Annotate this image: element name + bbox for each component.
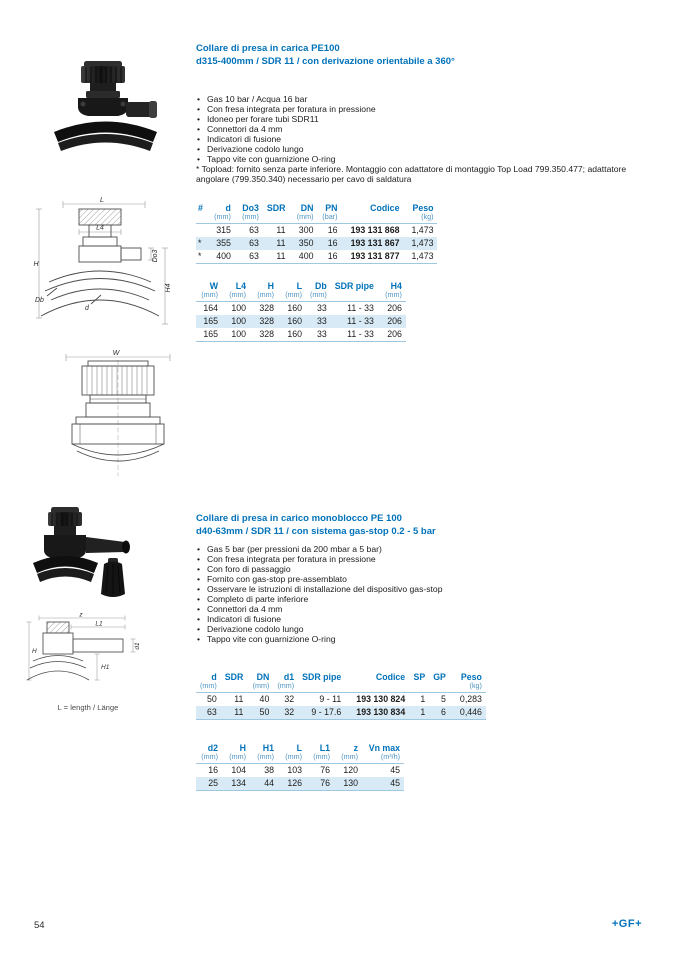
table-cell: 16 xyxy=(327,225,338,236)
column-header: H (mm) xyxy=(222,743,250,763)
table-cell: 193 131 868 xyxy=(350,225,400,236)
column-header: d2 (mm) xyxy=(196,743,222,763)
table-cell: 32 xyxy=(284,694,295,705)
dim-label-W: W xyxy=(112,350,120,357)
table-cell: 400 xyxy=(298,251,314,262)
column-header: DN (mm) xyxy=(289,203,317,223)
feature-list-1 xyxy=(196,95,641,165)
column-header: PN (bar) xyxy=(317,203,341,223)
dim-label-H: H xyxy=(33,261,39,268)
bullet-item: • Gas 10 bar / Acqua 16 bar xyxy=(196,95,641,104)
table-cell: 328 xyxy=(259,303,274,314)
dim-label-L4: L4 xyxy=(96,224,104,232)
column-header: Peso (kg) xyxy=(450,672,486,692)
product-subtitle: d315-400mm / SDR 11 / con derivazione orientabile a 360° xyxy=(196,55,455,67)
table-cell: 40 xyxy=(259,694,270,705)
table-cell: 6 xyxy=(441,707,446,718)
column-header: # xyxy=(196,203,207,223)
table-cell: 50 xyxy=(259,707,270,718)
dim-label-L1: L1 xyxy=(95,620,103,628)
table-row xyxy=(196,301,406,315)
table-cell: 11 xyxy=(234,707,244,718)
monoblocco-drawing xyxy=(25,612,145,702)
bullet-item: • Osservare le istruzioni di installazione del dispositivo gas-stop xyxy=(196,585,641,594)
column-header: W (mm) xyxy=(196,281,222,301)
table-cell: 33 xyxy=(316,329,327,340)
table-cell: 100 xyxy=(231,303,246,314)
section2-header xyxy=(196,513,641,539)
page-number: 54 xyxy=(34,920,45,931)
table-cell: 33 xyxy=(316,303,327,314)
section1-header xyxy=(196,43,641,69)
table-cell: 1 xyxy=(420,694,426,705)
topload-note: * Topload: fornito senza parte inferiore. Montaggio con adattatore di montaggio Top Load 799.350.477; adattatore angolare (799.350.340) necessario per cavo di saldatura xyxy=(196,164,627,185)
table-cell: 193 131 867 xyxy=(350,238,400,249)
table-cell: 32 xyxy=(284,707,295,718)
header-row xyxy=(196,672,486,692)
technical-drawing-side-view xyxy=(33,196,173,351)
table-cell: 11 - 33 xyxy=(347,329,374,340)
front-view-drawing xyxy=(58,350,178,478)
column-header: SDR pipe xyxy=(331,281,378,301)
column-header: d (mm) xyxy=(196,672,221,692)
column-header: H1 (mm) xyxy=(250,743,278,763)
product-subtitle: d40-63mm / SDR 11 / con sistema gas-stop 0.2 - 5 bar xyxy=(196,525,436,537)
table-ordering-2 xyxy=(196,672,486,720)
table-cell: * xyxy=(198,238,202,249)
table-cell: 315 xyxy=(216,225,231,236)
table-cell: 206 xyxy=(387,316,402,327)
table-cell: 76 xyxy=(320,778,330,789)
table-cell: 160 xyxy=(287,303,302,314)
bullet-item: • Completo di parte inferiore xyxy=(196,595,641,604)
dim-label-d1: d1 xyxy=(134,642,141,650)
table-cell: 11 - 33 xyxy=(347,316,374,327)
table-cell: 165 xyxy=(203,316,218,327)
table-cell: 193 131 877 xyxy=(350,251,400,262)
table-cell: 63 xyxy=(206,707,217,718)
column-header: DN (mm) xyxy=(247,672,273,692)
bullet-item: • Con fresa integrata per foratura in pressione xyxy=(196,555,641,564)
bullet-item: • Derivazione codolo lungo xyxy=(196,625,641,634)
table-cell: 193 130 824 xyxy=(356,694,406,705)
table-cell: 1,473 xyxy=(411,238,434,249)
table-row xyxy=(196,706,486,720)
feature-list-2 xyxy=(196,545,641,645)
product-title: Collare di presa in carica PE100 xyxy=(196,43,340,54)
header-row xyxy=(196,743,404,763)
tapping-saddle-photo xyxy=(50,60,165,160)
table-cell: 44 xyxy=(264,778,274,789)
column-header: Do3 (mm) xyxy=(235,203,263,223)
table-row xyxy=(196,250,437,264)
table-cell: 63 xyxy=(249,225,259,236)
table-cell: 76 xyxy=(320,765,330,776)
product-title: Collare di presa in carico monoblocco PE 100 xyxy=(196,513,402,524)
drawing-caption: L = length / Länge xyxy=(57,703,119,712)
table-cell: 103 xyxy=(287,765,302,776)
table-cell: 5 xyxy=(441,694,446,705)
table-row xyxy=(196,763,404,777)
table-cell: 63 xyxy=(249,238,259,249)
column-header: Peso (kg) xyxy=(403,203,437,223)
bullet-item: • Tappo vite con guarnizione O-ring xyxy=(196,635,641,644)
table-cell: 38 xyxy=(264,765,274,776)
table-cell: 193 130 834 xyxy=(356,707,406,718)
table-cell: 16 xyxy=(208,765,218,776)
table-cell: 50 xyxy=(206,694,217,705)
table-row xyxy=(196,315,406,328)
column-header: z (mm) xyxy=(334,743,362,763)
table-cell: 120 xyxy=(343,765,358,776)
column-header: d1 (mm) xyxy=(273,672,298,692)
bullet-item: • Con fresa integrata per foratura in pressione xyxy=(196,105,641,114)
column-header: SP xyxy=(409,672,429,692)
bullet-item: • Fornito con gas-stop pre-assemblato xyxy=(196,575,641,584)
table-cell: 328 xyxy=(259,316,274,327)
table-dimensions-1 xyxy=(196,281,406,342)
table-cell: 400 xyxy=(216,251,231,262)
table-cell: 130 xyxy=(343,778,358,789)
table-cell: 11 - 33 xyxy=(347,303,374,314)
column-header: L (mm) xyxy=(278,281,306,301)
dim-label-Db: Db xyxy=(35,297,44,304)
monoblocco-photo xyxy=(28,506,143,608)
side-view-drawing xyxy=(33,196,173,346)
bullet-item: • Con foro di passaggio xyxy=(196,565,641,574)
table-ordering-1 xyxy=(196,203,437,264)
table-cell xyxy=(196,223,207,237)
column-header: Codice xyxy=(345,672,409,692)
dim-label-z: z xyxy=(79,612,83,619)
bullet-item: • Indicatori di fusione xyxy=(196,135,641,144)
table-row xyxy=(196,777,404,791)
column-header: L (mm) xyxy=(278,743,306,763)
table-cell: 126 xyxy=(287,778,302,789)
table-cell: 11 xyxy=(234,694,244,705)
table-cell: 45 xyxy=(390,765,400,776)
table-cell: 300 xyxy=(298,225,314,236)
table-cell: 16 xyxy=(327,251,338,262)
column-header: d (mm) xyxy=(207,203,235,223)
column-header: SDR xyxy=(221,672,248,692)
product-photo-monoblocco xyxy=(28,506,143,613)
header-row xyxy=(196,203,437,223)
bullet-item: • Connettori da 4 mm xyxy=(196,605,641,614)
table-cell: 100 xyxy=(231,316,246,327)
table-cell: 11 xyxy=(276,225,286,236)
bullet-item: • Tappo vite con guarnizione O-ring xyxy=(196,155,641,164)
column-header: SDR xyxy=(263,203,290,223)
gf-logo: +GF+ xyxy=(611,918,642,930)
table-cell: 165 xyxy=(203,329,218,340)
table-row xyxy=(196,237,437,250)
table-row xyxy=(196,692,486,706)
table-row xyxy=(196,223,437,237)
table-cell: 164 xyxy=(203,303,218,314)
table-cell: 206 xyxy=(387,329,402,340)
dim-label-L: L xyxy=(100,197,104,204)
header-row xyxy=(196,281,406,301)
table-cell: 1,473 xyxy=(411,225,434,236)
column-header: Vn max (m³/h) xyxy=(362,743,404,763)
table-cell: 206 xyxy=(387,303,402,314)
technical-drawing-monoblocco xyxy=(25,612,145,707)
bullet-item: • Indicatori di fusione xyxy=(196,615,641,624)
column-header: GP xyxy=(429,672,450,692)
table-cell: 16 xyxy=(327,238,338,249)
column-header: L4 (mm) xyxy=(222,281,250,301)
table-cell: 355 xyxy=(216,238,231,249)
table-cell: 0,446 xyxy=(459,707,482,718)
table-row xyxy=(196,328,406,342)
dim-label-H4: H4 xyxy=(165,283,172,293)
column-header: H (mm) xyxy=(250,281,278,301)
dim-label-Do3: Do3 xyxy=(152,249,159,263)
column-header: Db (mm) xyxy=(306,281,331,301)
table-cell: 63 xyxy=(249,251,259,262)
column-header: L1 (mm) xyxy=(306,743,334,763)
technical-drawing-front-view xyxy=(58,350,178,483)
table-cell: 11 xyxy=(276,238,286,249)
bullet-item: • Idoneo per forare tubi SDR11 xyxy=(196,115,641,124)
column-header: Codice xyxy=(341,203,403,223)
product-photo-saddle-360 xyxy=(50,60,165,165)
bullet-item: • Derivazione codolo lungo xyxy=(196,145,641,154)
table-dimensions-2 xyxy=(196,743,404,791)
table-cell: 1,473 xyxy=(411,251,434,262)
dim-label-d: d xyxy=(85,305,89,312)
bullet-item: • Gas 5 bar (per pressioni da 200 mbar a 5 bar) xyxy=(196,545,641,554)
column-header: SDR pipe xyxy=(298,672,345,692)
table-cell: 160 xyxy=(287,329,302,340)
table-cell: 11 xyxy=(276,251,286,262)
table-cell: 350 xyxy=(298,238,314,249)
dim-label-H1: H1 xyxy=(101,664,110,671)
column-header: H4 (mm) xyxy=(378,281,406,301)
table-cell: 328 xyxy=(259,329,274,340)
table-cell: 25 xyxy=(208,778,218,789)
table-cell: 9 - 11 xyxy=(319,694,342,705)
dim-label-H: H xyxy=(32,648,37,655)
table-cell: 134 xyxy=(231,778,246,789)
table-cell: * xyxy=(198,251,202,262)
table-cell: 9 - 17.6 xyxy=(311,707,342,718)
bullet-item: • Connettori da 4 mm xyxy=(196,125,641,134)
table-cell: 33 xyxy=(316,316,327,327)
table-cell: 100 xyxy=(231,329,246,340)
table-cell: 104 xyxy=(231,765,246,776)
table-cell: 45 xyxy=(390,778,400,789)
table-cell: 1 xyxy=(420,707,426,718)
table-cell: 160 xyxy=(287,316,302,327)
table-cell: 0,283 xyxy=(459,694,482,705)
